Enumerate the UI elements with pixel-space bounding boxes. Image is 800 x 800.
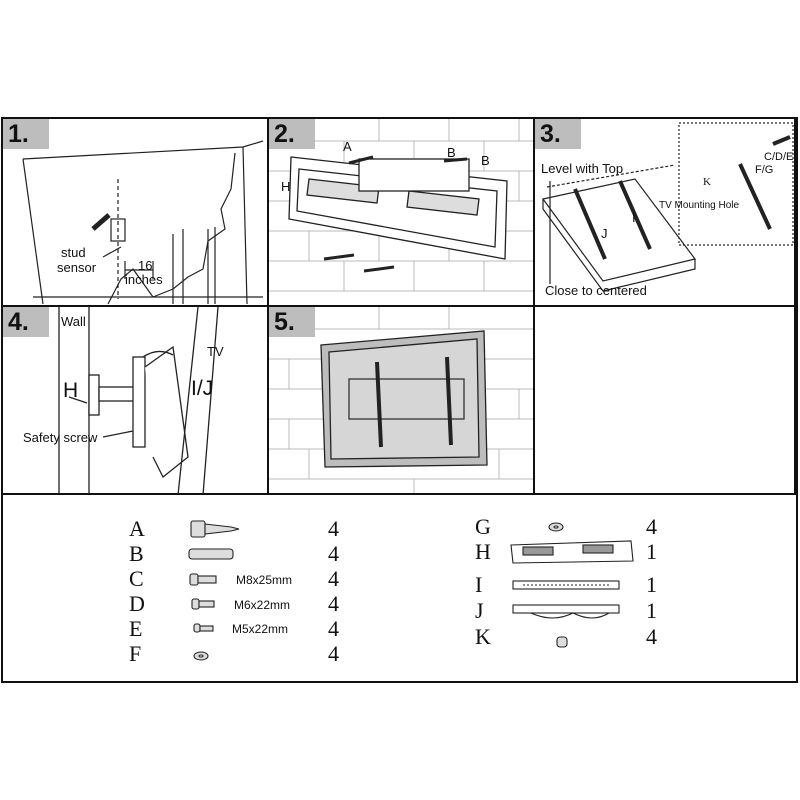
stud-sensor-label-2: sensor bbox=[57, 260, 97, 275]
step-5-panel bbox=[269, 307, 535, 495]
part-letter: I bbox=[475, 572, 483, 597]
blank-panel bbox=[535, 307, 796, 495]
lag-bolt-icon bbox=[191, 521, 239, 537]
part-quantity: 4 bbox=[328, 566, 339, 591]
stud-spacing-label-1: 16 bbox=[138, 258, 153, 273]
parts-list bbox=[3, 495, 796, 681]
tv-bracket-icon bbox=[513, 581, 619, 589]
part-quantity: 1 bbox=[646, 598, 657, 623]
part-letter: K bbox=[475, 624, 491, 649]
step-number: 5. bbox=[269, 307, 315, 337]
part-quantity: 4 bbox=[646, 624, 657, 649]
part-quantity: 4 bbox=[328, 616, 339, 641]
part-quantity: 4 bbox=[646, 514, 657, 539]
part-letter: H bbox=[475, 539, 491, 564]
part-ij-callout: I/J bbox=[191, 377, 214, 400]
step-number: 4. bbox=[3, 307, 49, 337]
spacer-icon bbox=[557, 637, 567, 647]
bracket-i-callout: I bbox=[632, 210, 636, 225]
step-2-panel bbox=[269, 119, 535, 307]
washer-fg-callout: F/G bbox=[755, 164, 774, 176]
part-b-callout-2: B bbox=[481, 153, 490, 168]
part-b-callout-1: B bbox=[447, 145, 456, 160]
part-letter: B bbox=[129, 541, 144, 566]
tv-bracket-icon bbox=[513, 605, 619, 618]
bolt-icon bbox=[190, 574, 216, 585]
step-number: 3. bbox=[535, 119, 581, 149]
part-h-callout: H bbox=[63, 379, 79, 402]
stud-sensor-label-1: stud bbox=[61, 245, 86, 260]
part-quantity: 4 bbox=[328, 516, 339, 541]
part-a-callout: A bbox=[343, 139, 352, 154]
step-3-panel bbox=[535, 119, 796, 307]
wall-anchor-icon bbox=[189, 549, 233, 559]
step-number: 2. bbox=[269, 119, 315, 149]
part-spec: M5x22mm bbox=[232, 622, 289, 636]
bolt-icon bbox=[194, 624, 213, 632]
tv-label: TV bbox=[207, 344, 224, 359]
part-letter: A bbox=[129, 516, 145, 541]
part-letter: G bbox=[475, 514, 491, 539]
bracket-j-callout: J bbox=[601, 226, 608, 241]
stud-spacing-label-2: inches bbox=[125, 272, 163, 287]
part-quantity: 4 bbox=[328, 541, 339, 566]
part-quantity: 1 bbox=[646, 539, 657, 564]
part-letter: F bbox=[129, 641, 142, 666]
step-1-panel bbox=[3, 119, 269, 307]
step-number: 1. bbox=[3, 119, 49, 149]
part-quantity: 1 bbox=[646, 572, 657, 597]
part-spec: M8x25mm bbox=[236, 573, 293, 587]
hardware-icons bbox=[3, 495, 796, 681]
spacer-k-callout: K bbox=[703, 176, 711, 188]
part-quantity: 4 bbox=[328, 591, 339, 616]
washer-icon bbox=[194, 652, 208, 660]
part-letter: J bbox=[475, 598, 484, 623]
wall-plate-icon bbox=[511, 541, 633, 563]
part-letter: C bbox=[129, 566, 144, 591]
close-to-centered-label: Close to centered bbox=[545, 283, 647, 298]
wall-label: Wall bbox=[61, 314, 86, 329]
step-4-panel bbox=[3, 307, 269, 495]
bolt-cde-callout: C/D/E bbox=[764, 151, 794, 163]
part-letter: D bbox=[129, 591, 145, 616]
bolt-icon bbox=[192, 599, 214, 609]
part-spec: M6x22mm bbox=[234, 598, 291, 612]
instruction-sheet bbox=[1, 117, 798, 683]
part-letter: E bbox=[129, 616, 143, 641]
part-h-callout: H bbox=[281, 179, 291, 194]
tv-mounting-hole-label: TV Mounting Hole bbox=[659, 200, 740, 211]
part-quantity: 4 bbox=[328, 641, 339, 666]
safety-screw-label: Safety screw bbox=[23, 430, 98, 445]
washer-icon bbox=[549, 523, 563, 531]
level-with-top-label: Level with Top bbox=[541, 161, 624, 176]
